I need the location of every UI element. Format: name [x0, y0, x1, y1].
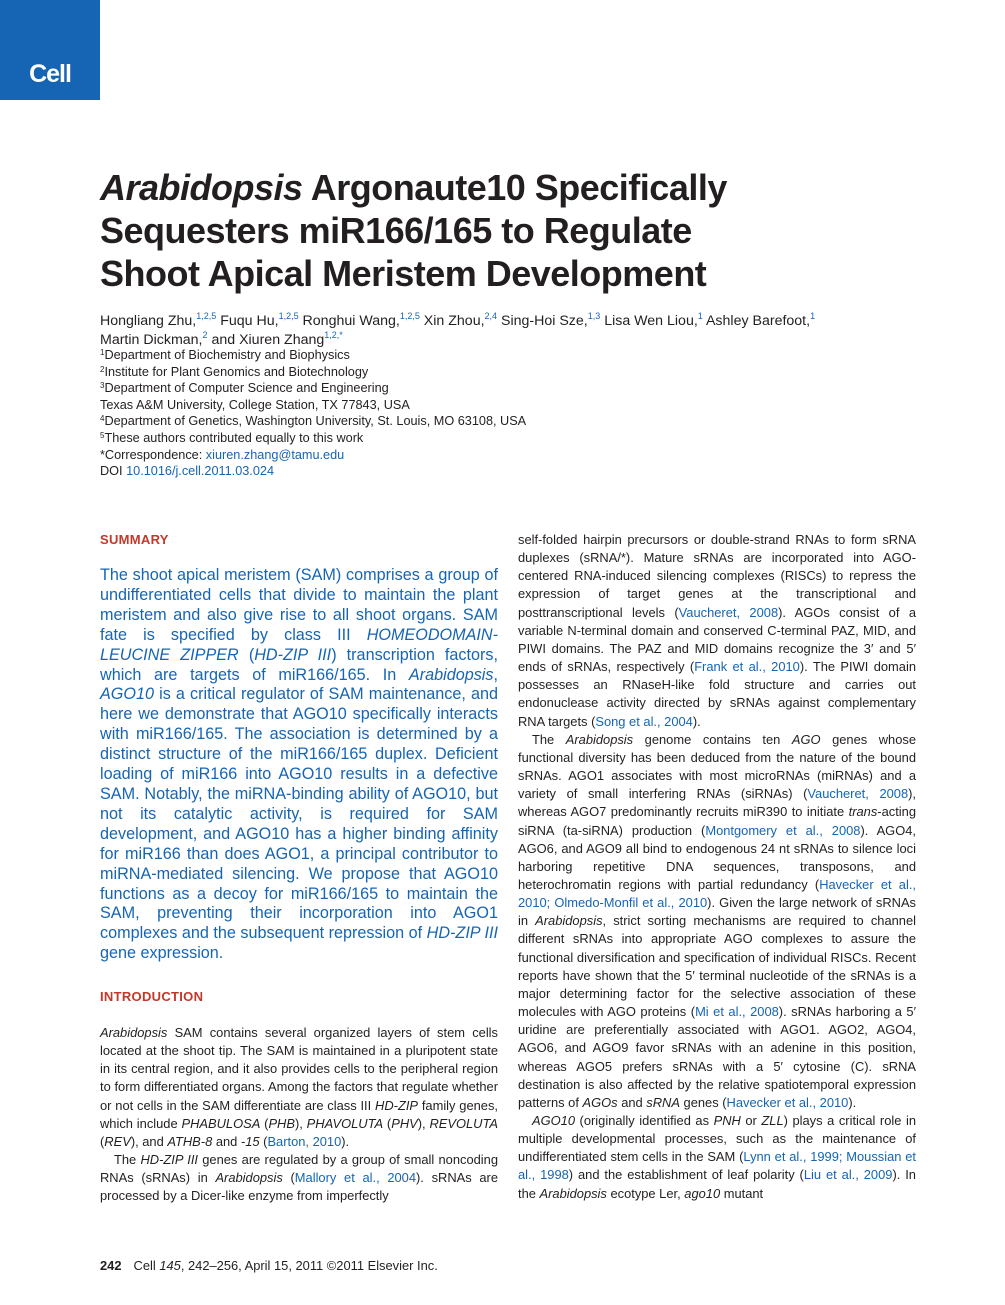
- italic-text: sRNA: [646, 1094, 680, 1110]
- doi: DOI 10.1016/j.cell.2011.03.024: [100, 464, 275, 479]
- italic-text: HOMEODOMAIN-LEUCINE ZIPPER: [100, 625, 498, 664]
- text-run: mutant: [720, 1185, 764, 1201]
- text-run: ). sRNAs are processed by a Dicer-like enzyme from imperfectly: [100, 1170, 498, 1204]
- affiliation-4: $^4$Department of Genetics, Washington University, St. Louis, MO 63108, USA: [100, 414, 527, 429]
- author-affiliation-marker: 2,4: [484, 311, 498, 321]
- author-affiliation-marker: 1: [697, 311, 703, 321]
- text-run: (: [260, 1115, 269, 1131]
- footer-citation: , 242–256, April 15, 2011 ©2011 Elsevier Inc.: [180, 1258, 438, 1273]
- author-name: Fuqu Hu,: [216, 313, 279, 329]
- italic-text: PHABULOSA: [181, 1115, 261, 1131]
- summary-text: [100, 566, 498, 964]
- footer-volume: 145: [159, 1258, 181, 1273]
- introduction-left-column: [100, 1024, 498, 1206]
- author-name: Hongliang Zhu,: [100, 313, 197, 329]
- text-run: ). AGOs consist of a variable N-terminal domain and conserved C-terminal PAZ, MID, and PIWI domains. The PAZ and MID domains recognize the 3′ and 5′ ends of sRNAs, respectively (: [518, 604, 916, 675]
- text-run: (: [282, 1170, 295, 1186]
- text-run: ) and the establishment of leaf polarity (: [568, 1167, 804, 1183]
- text-run: ,: [493, 665, 498, 684]
- text-run: genome contains ten: [633, 731, 792, 747]
- author-affiliation-marker: 1,2,5: [196, 311, 217, 321]
- italic-text: Arabidopsis: [100, 1025, 168, 1040]
- correspondence: *Correspondence: xiuren.zhang@tamu.edu: [100, 447, 345, 462]
- citation-link[interactable]: Lynn et al., 1999; Moussian et al., 1998: [518, 1149, 916, 1183]
- italic-text: ago10: [684, 1185, 721, 1201]
- italic-text: -15: [240, 1133, 260, 1149]
- citation-link[interactable]: Song et al., 2004: [595, 713, 693, 729]
- text-run: , strict sorting mechanisms are required to channel different sRNAs into appropriate AGO complexes to assure the functional diversification and specification of individual RISCs. Recent reports have shown that the 5′ terminal nucleotide of the sRNAs is a major determining factor for the selective association of these molecules with AGO proteins (: [518, 913, 916, 1020]
- text-run: is a critical regulator of SAM maintenance, and here we demonstrate that AGO10 specifically interacts with miR166/165. The association is determined by a distinct structure of the miR166/165 duplex. Deficient loading of miR166 into AGO10 results in a defective SAM. Notably, the miRNA-binding ability of AGO10, but not its catalytic activity, is required for SAM development, and AGO10 has a higher binding affinity for miR166 than does AGO1, a principal contributor to miRNA-mediated silencing. We propose that AGO10 functions as a decoy for miR166/165 to maintain the SAM, preventing their incorporation into AGO1 complexes and the subsequent repression of: [100, 685, 498, 943]
- text-run: ),: [294, 1115, 307, 1131]
- italic-text: AGO10: [532, 1113, 575, 1128]
- affiliation-tamu: Texas A&M University, College Station, TX 77843, USA: [100, 397, 410, 412]
- author-affiliation-marker: 1,2,5: [399, 311, 420, 321]
- italic-text: AGO: [791, 731, 821, 747]
- text-run: ).: [692, 713, 701, 729]
- text-run: ).: [848, 1094, 857, 1110]
- introduction-heading: INTRODUCTION: [100, 989, 204, 1004]
- doi-link[interactable]: 10.1016/j.cell.2011.03.024: [126, 464, 275, 479]
- citation-link[interactable]: Mallory et al., 2004: [294, 1170, 417, 1186]
- text-run: and: [617, 1094, 647, 1110]
- text-run: family genes, which include: [100, 1097, 499, 1131]
- italic-text: REVOLUTA: [429, 1115, 498, 1131]
- text-run: (: [383, 1115, 392, 1131]
- text-run: (originally identified as: [575, 1113, 714, 1128]
- text-run: ) transcription factors, which are targets of miR166/165. In: [100, 645, 499, 684]
- citation-link[interactable]: Barton, 2010: [267, 1133, 342, 1149]
- title-line2: Sequesters miR166/165 to Regulate: [100, 210, 692, 251]
- author-affiliation-marker: 1: [810, 311, 816, 321]
- italic-text: HD-ZIP III: [426, 924, 498, 943]
- affiliations: [100, 347, 910, 480]
- summary-heading: SUMMARY: [100, 532, 169, 547]
- italic-text: AGO10: [100, 685, 154, 704]
- italic-text: HD-ZIP III: [140, 1152, 198, 1168]
- text-run: ) plays a critical role in multiple developmental processes, such as the maintenance of undifferentiated stem cells in the SAM (: [518, 1113, 917, 1165]
- italic-text: Arabidopsis: [539, 1185, 607, 1201]
- paragraph: [518, 731, 916, 1112]
- text-run: or: [740, 1113, 762, 1128]
- citation-link[interactable]: Vaucheret, 2008: [678, 604, 779, 620]
- citation-link[interactable]: Havecker et al., 2010; Olmedo-Monfil et al., 2010: [518, 876, 917, 911]
- text-run: (: [100, 1133, 105, 1149]
- title-italic-word: Arabidopsis: [100, 167, 303, 208]
- title-line1: Argonaute10 Specifically: [302, 167, 727, 208]
- italic-text: Arabidopsis: [565, 731, 634, 747]
- author-name: Xin Zhou,: [419, 313, 485, 329]
- affiliation-3: $^3$Department of Computer Science and Engineering: [100, 381, 389, 396]
- page-footer: [100, 1258, 438, 1273]
- author-list: [100, 312, 910, 350]
- citation-link[interactable]: Frank et al., 2010: [694, 659, 800, 675]
- text-run: The: [114, 1152, 141, 1168]
- text-run: ). In the: [518, 1167, 916, 1201]
- italic-text: HD-ZIP: [375, 1097, 419, 1113]
- italic-text: PNH: [713, 1113, 741, 1128]
- author-affiliation-marker: 2: [202, 330, 208, 340]
- text-run: genes (: [679, 1094, 727, 1110]
- text-run: ),: [417, 1115, 430, 1131]
- text-run: genes whose functional diversity has been deduced from the nature of the bound sRNAs. AGO1 associates with most microRNAs (miRNAs) and a variety of small interfering RNAs (siRNAs) (: [518, 731, 917, 802]
- text-run: ). AGO4, AGO6, and AGO9 all bind to endogenous 24 nt sRNAs to silence loci harboring repetitive DNA sequences, transposons, and heterochromatin regions with partial redundancy (: [518, 822, 916, 892]
- author-name: Ashley Barefoot,: [702, 313, 811, 329]
- text-run: self-folded hairpin precursors or double-strand RNAs to form sRNA duplexes (sRNA/*). Mature sRNAs are incorporated into AGO-centered RNA-induced silencing complexes (RISCs) to repress the expression of target genes at the transcriptional and posttranscriptional levels (: [518, 532, 916, 620]
- citation-link[interactable]: Havecker et al., 2010: [726, 1094, 849, 1110]
- text-run: (: [259, 1133, 268, 1149]
- italic-text: PHAVOLUTA: [306, 1115, 384, 1131]
- page-number: 242: [100, 1258, 122, 1273]
- text-run: ). The PIWI domain possesses an RNaseH-like fold structure and carries out endonuclease activity directed by sRNAs against complementary RNA targets (: [518, 659, 916, 729]
- paragraph: [518, 1112, 916, 1203]
- author-name: Martin Dickman,: [100, 332, 203, 348]
- affiliation-5: $^5$These authors contributed equally to this work: [100, 430, 364, 445]
- italic-text: ZLL: [761, 1113, 784, 1128]
- introduction-right-column: [518, 531, 916, 1203]
- text-run: ), whereas AGO7 predominantly recruits miR390 to initiate: [518, 786, 916, 820]
- author-name: Ronghui Wang,: [298, 313, 400, 329]
- author-affiliation-marker: 1,2,5: [278, 311, 299, 321]
- paragraph: [100, 1024, 498, 1151]
- text-run: and: [212, 1133, 241, 1149]
- text-run: The: [532, 731, 566, 747]
- italic-text: PHV: [391, 1115, 418, 1131]
- journal-logo-text: Cell: [29, 60, 71, 88]
- text-run: ecotype Ler,: [606, 1185, 685, 1201]
- author-name: Lisa Wen Liou,: [600, 313, 698, 329]
- text-run: gene expression.: [100, 944, 224, 963]
- italic-text: REV: [104, 1133, 131, 1149]
- text-run: (: [238, 645, 255, 664]
- italic-text: AGOs: [582, 1094, 618, 1110]
- italic-text: Arabidopsis: [535, 913, 603, 929]
- italic-text: Arabidopsis: [215, 1170, 283, 1186]
- text-run: ), and: [130, 1133, 168, 1149]
- citation-link[interactable]: Mi et al., 2008: [695, 1004, 779, 1020]
- italic-text: Arabidopsis: [408, 665, 494, 684]
- citation-link[interactable]: Montgomery et al., 2008: [705, 822, 861, 838]
- text-run: -acting siRNA (ta-siRNA) production (: [518, 804, 916, 838]
- italic-text: trans: [848, 804, 878, 820]
- text-run: genes are regulated by a group of small noncoding RNAs (sRNAs) in: [100, 1152, 498, 1186]
- paragraph: [518, 531, 916, 731]
- citation-link[interactable]: Liu et al., 2009: [803, 1167, 893, 1183]
- italic-text: ATHB-8: [167, 1133, 213, 1149]
- affiliation-2: $^2$Institute for Plant Genomics and Biotechnology: [100, 364, 369, 379]
- text-run: ). Given the large network of sRNAs in: [518, 895, 916, 929]
- author-name: and Xiuren Zhang: [207, 332, 325, 348]
- article-title: [100, 166, 900, 295]
- author-name: Sing-Hoi Sze,: [497, 313, 588, 329]
- title-line3: Shoot Apical Meristem Development: [100, 253, 707, 294]
- paragraph: [100, 1151, 498, 1205]
- footer-journal: Cell: [133, 1258, 160, 1273]
- text-run: ). sRNAs harboring a 5′ uridine are preferentially associated with AGO1. AGO2, AGO4, AGO6, and AGO9 favor sRNAs with an adenine in this position, whereas AGO5 prefers sRNAs with a 5′ cytosine (C). sRNA destination is also affected by the relative spatiotemporal expression patterns of: [518, 1004, 916, 1110]
- text-run: The shoot apical meristem (SAM) comprises a group of undifferentiated cells that divide to maintain the plant meristem and also give rise to all shoot organs. SAM fate is specified by class III: [100, 566, 498, 644]
- italic-text: PHB: [268, 1115, 295, 1131]
- affiliation-1: $^1$Department of Biochemistry and Biophysics: [100, 348, 350, 362]
- correspondence-email-link[interactable]: xiuren.zhang@tamu.edu: [205, 447, 345, 462]
- author-affiliation-marker: 1,3: [587, 311, 601, 321]
- italic-text: HD-ZIP III: [254, 645, 332, 664]
- text-run: ).: [341, 1133, 350, 1149]
- author-affiliation-marker: 1,2,*: [324, 330, 343, 340]
- citation-link[interactable]: Vaucheret, 2008: [807, 786, 909, 802]
- text-run: SAM contains several organized layers of stem cells located at the shoot tip. The SAM is maintained in a pluripotent state in its central region, and it also provides cells to the peripheral region to form differentiated organs. Among the factors that regulate whether or not cells in the SAM differentiate are class III: [100, 1025, 498, 1113]
